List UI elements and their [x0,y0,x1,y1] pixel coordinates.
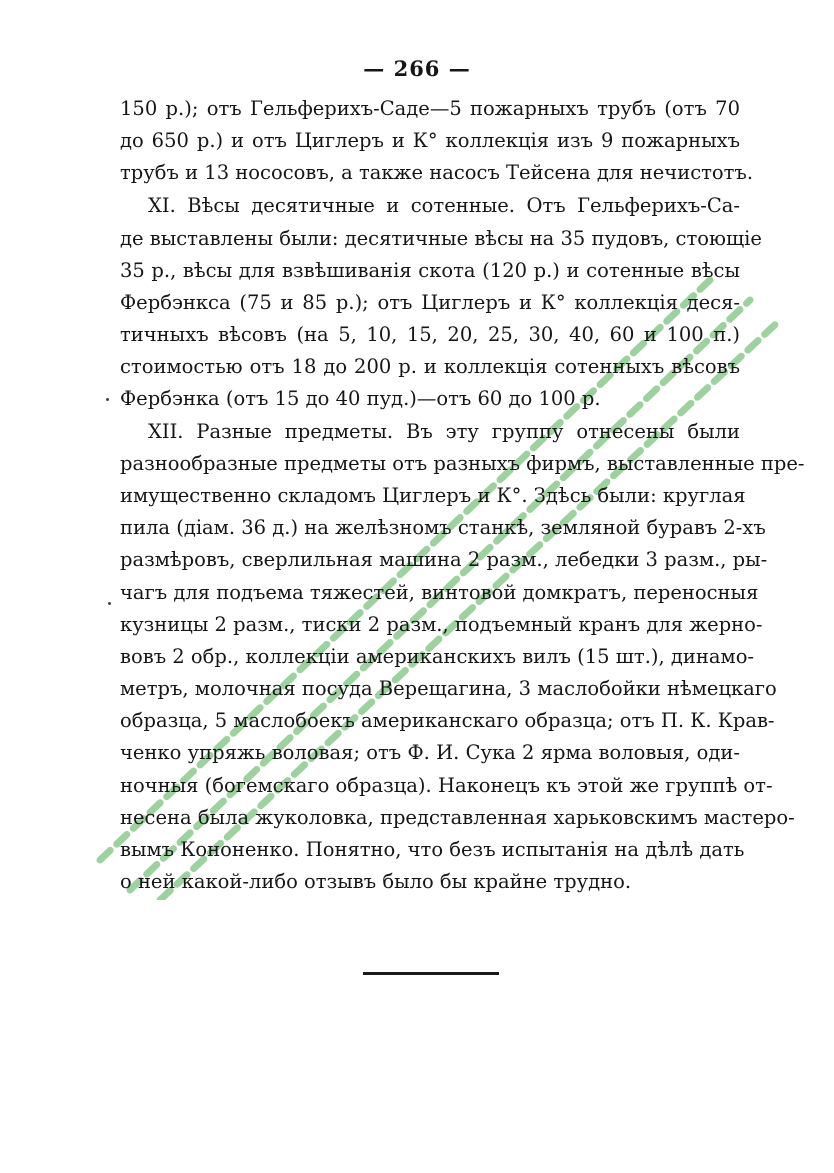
page-number: — 266 — [363,56,471,81]
text-line: трубъ и 13 нососовъ, а также насосъ Тейсена для нечистотъ. [120,161,754,184]
text-line: несена была жуколовка, представленная харьковскимъ мастеро- [120,806,795,829]
text-line: метръ, молочная посуда Верещагина, 3 маслобойки нѣмецкаго [120,677,777,700]
text-line: имущественно складомъ Циглеръ и К°. Здѣсь были: круглая [120,484,746,507]
text-line: Фербэнкса (75 и 85 р.); отъ Циглеръ и К° коллекція деся- [120,291,740,314]
text-line: Фербэнка (отъ 15 до 40 пуд.)—отъ 60 до 100 р. [120,387,601,410]
text-line: де выставлены были: десятичные вѣсы на 35 пудовъ, стоющіе [120,227,762,250]
text-line: ночныя (богемскаго образца). Наконецъ къ этой же группѣ от- [120,774,773,797]
text-line: вымъ Кононенко. Понятно, что безъ испытанія на дѣлѣ дать [120,838,745,861]
text-line: кузницы 2 разм., тиски 2 разм., подъемный кранъ для жерно- [120,613,763,636]
text-line: тичныхъ вѣсовъ (на 5, 10, 15, 20, 25, 30, 40, 60 и 100 п.) [120,323,740,346]
text-line: пила (діам. 36 д.) на желѣзномъ станкѣ, земляной буравъ 2-хъ [120,516,766,539]
text-line: разнообразные предметы отъ разныхъ фирмъ, выставленные пре- [120,452,805,475]
text-line: 150 р.); отъ Гельферихъ-Саде—5 пожарныхъ трубъ (отъ 70 [120,97,740,120]
section-end-rule [363,972,499,975]
section-heading-line: XII. Разные предметы. Въ эту группу отнесены были [148,420,740,443]
text-line: размѣровъ, сверлильная машина 2 разм., лебедки 3 разм., ры- [120,548,768,571]
scan-speck [108,602,111,605]
text-line: ченко упряжь воловая; отъ Ф. И. Сука 2 ярма воловыя, оди- [120,741,740,764]
scan-speck [106,398,109,401]
text-line: вовъ 2 обр., коллекціи американскихъ вилъ (15 шт.), динамо- [120,645,755,668]
text-line: до 650 р.) и отъ Циглеръ и К° коллекція изъ 9 пожарныхъ [120,129,740,152]
text-line: образца, 5 маслобоекъ американскаго образца; отъ П. К. Крав- [120,709,775,732]
text-line: 35 р., вѣсы для взвѣшиванія скота (120 р.) и сотенные вѣсы [120,259,740,282]
text-line: стоимостью отъ 18 до 200 р. и коллекція сотенныхъ вѣсовъ [120,355,740,378]
text-line: чагъ для подъема тяжестей, винтовой домкратъ, переносныя [120,581,759,604]
section-heading-line: XI. Вѣсы десятичные и сотенные. Отъ Гельферихъ-Са- [148,194,740,217]
text-line: о ней какой-либо отзывъ было бы крайне трудно. [120,870,632,893]
